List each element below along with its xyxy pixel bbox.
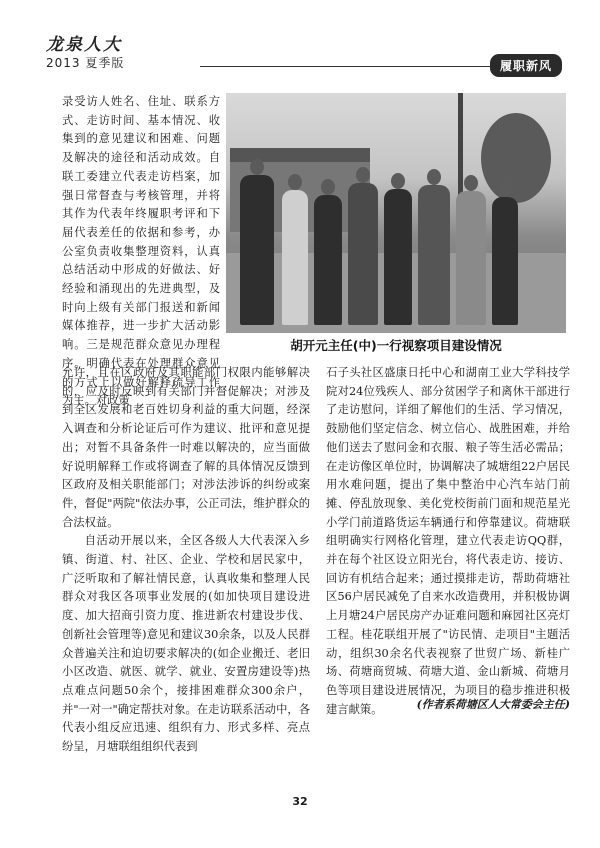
magazine-title: 龙泉人大 (46, 35, 122, 55)
paragraph: 录受访人姓名、住址、联系方式、走访时间、基本情况、收集到的意见建议和困难、问题及解决的途径和活动成效。自联工委建立代表走访档案，加强日常督查与考核管理，并将其作为代表年终履职考评和下届代表差任的依据和参考，办公室负责收集整理资料，认真总结活动中形成的好做法、好经验和涌现出的先进典型，及时向上级有关部门报送和新闻媒体推荐，进一步扩大活动影响。三是规范群众意见办理程序。明确代表在处理群众意见的方式上以做好解释疏导工作为主。对政策 (62, 95, 220, 408)
paragraph: 石子头社区盛康日托中心和湖南工业大学科技学院对24位残疾人、部分贫困学子和离休干部进行了走访慰问，详细了解他们的生活、学习情况，鼓励他们坚定信念、树立信心、战胜困难，并给他们送去了慰问金和衣服、粮子等生活必需品；在走访像区单位时，协调解决了城塘组22户居民用水难问题，提出了集中整治中心汽车站门前摊、停乱放现象、美化党校街前门面和规范星光小学门前道路货运车辆通行和停靠建议。荷塘联组明确实行网格化管理，建立代表走访QQ群，并在每个社区设立阳光台，将代表走访、接访、回访有机结合起来；通过摸排走访，帮助荷塘社区56户居民减免了自来水改造费用，并积极协调上月塘24户居民房产办证难问题和麻园社区亮灯工程。桂花联组开展了"访民情、走项目"主题活动，组织30余名代表视察了世贸广场、新桂广场、荷塘商贸城、荷塘大道、金山新城、荷塘月色等项目建设进展情况，为项目的稳步推进积极建言献策。 (326, 366, 570, 716)
photo-tree (481, 113, 551, 203)
photo-person (314, 195, 342, 325)
page-number: 32 (292, 795, 308, 808)
photo-caption: 胡开元主任(中)一行视察项目建设情况 (290, 338, 502, 353)
photo-person (492, 197, 518, 325)
article-column-left-bottom (62, 364, 310, 757)
photo-person (348, 183, 378, 325)
issue-label: 2013 夏季版 (46, 56, 125, 70)
page-header (40, 28, 562, 80)
photo-person (384, 189, 412, 325)
paragraph: 允许，且在区政府及其职能部门权限内能够解决的，应及时反映到有关部门并督促解决；对涉及到全区发展和老百姓切身利益的重大问题，经深入调查和分析论证后可作为建议、批评和意见提出；对暂不具备条件一时难以解决的，应当面做好说明解释工作或将调查了解的具体情况反馈到区政府及相关职能部门；对涉法涉诉的纠纷或案件，督促"两院"依法办事，公正司法，维护群众的合法权益。 (62, 366, 310, 529)
photo-person (456, 191, 486, 325)
photo-person (282, 190, 308, 325)
column-badge: 履职新风 (490, 54, 562, 77)
article-photo (226, 93, 566, 333)
paragraph: 自活动开展以来，全区各级人大代表深入乡镇、街道、村、社区、企业、学校和居民家中，广泛听取和了解社情民意，认真收集和整理人民群众对我区各项事业发展的(如加快项目建设进度、加大招商引资力度、推进新农村建设步伐、创新社会管理等)意见和建议30余条，以及人民群众普遍关注和迫切要求解决的(如企业搬迁、老旧小区改造、就医、就学、就业、安置房建设等)热点难点问题50余个，接排困难群众300余户，并"一对一"确定帮扶对象。在走访联系活动中，各代表小组反应迅速、组织有力、形式多样、亮点纷呈，月塘联组组织代表到 (62, 534, 310, 754)
header-divider (200, 66, 500, 67)
photo-person (418, 185, 450, 325)
article-column-right-bottom (326, 364, 570, 719)
author-note: (作者系荷塘区人大常委会主任) (416, 698, 570, 711)
photo-person (240, 175, 274, 325)
